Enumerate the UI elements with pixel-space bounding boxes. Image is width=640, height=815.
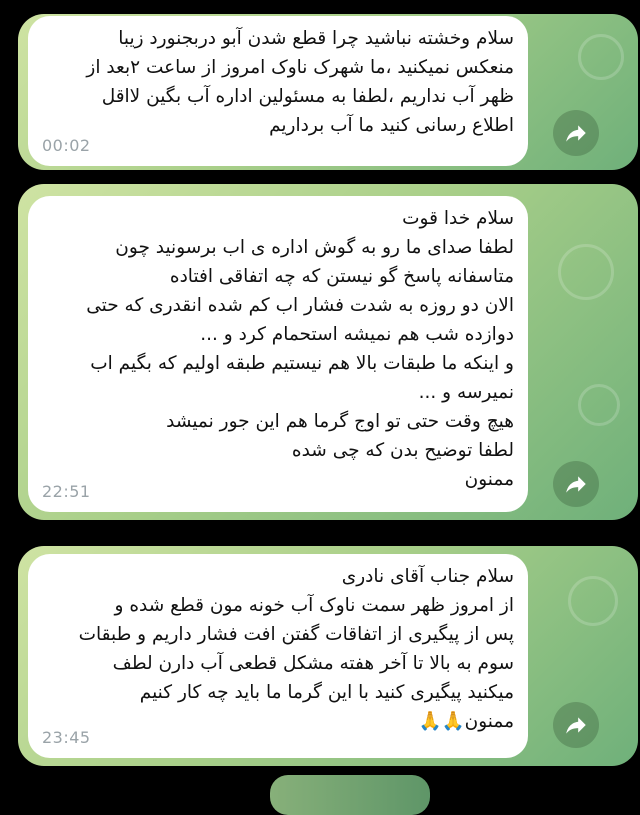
message-bubble[interactable] <box>28 554 528 758</box>
message-text-line: اطلاع رسانی کنید ما آب برداریم <box>269 115 514 136</box>
next-message-peek <box>270 775 430 815</box>
message-text-line: نمیرسه و ... <box>418 382 514 403</box>
message-text-line: سوم به بالا تا آخر هفته مشکل قطعی آب دارن لطف <box>112 653 514 674</box>
message-text-line: لطفا صدای ما رو به گوش اداره ی اب برسونید چون <box>115 237 514 258</box>
message-text-line: پس از پیگیری از اتفاقات گفتن افت فشار داریم و طبقات <box>78 624 514 645</box>
share-forward-icon <box>563 712 589 738</box>
background-doodle <box>578 384 620 426</box>
background-doodle <box>558 244 614 300</box>
background-doodle <box>578 34 624 80</box>
message-timestamp: 22:51 <box>42 482 91 501</box>
message-text-line: از امروز ظهر سمت ناوک آب خونه مون قطع شده و <box>114 595 514 616</box>
background-doodle <box>568 576 618 626</box>
message-text-line: الان دو روزه به شدت فشار اب کم شده انقدری که حتی <box>86 295 514 316</box>
message-text-line: ظهر آب نداریم ،لطفا به مسئولین اداره آب بگین لااقل <box>101 86 514 107</box>
message-timestamp: 00:02 <box>42 136 91 155</box>
message-text-line: متاسفانه پاسخ گو نیستن که چه اتفاقی افتاده <box>169 266 514 287</box>
message-text-line: ممنون <box>464 469 514 490</box>
message-text-line: ممنون🙏🙏 <box>418 711 514 732</box>
message-text-line: سلام خدا قوت <box>402 208 514 229</box>
share-forward-icon <box>563 471 589 497</box>
message-text-line: منعکس نمیکنید ،ما شهرک ناوک امروز از ساعت ۲بعد از <box>86 57 514 78</box>
message-text-line: سلام وخشته نباشید چرا قطع شدن آبو دربجنورد زیبا <box>118 28 514 49</box>
message-bubble[interactable] <box>28 196 528 512</box>
share-button[interactable] <box>553 110 599 156</box>
message-text-line: و اینکه ما طبقات بالا هم نیستیم طبقه اولیم که بگیم اب <box>90 353 514 374</box>
message-text-line: دوازده شب هم نمیشه استحمام کرد و ... <box>200 324 514 345</box>
share-button[interactable] <box>553 702 599 748</box>
message-bubble[interactable] <box>28 16 528 166</box>
message-text-line: لطفا توضیح بدن که چی شده <box>291 440 514 461</box>
message-text-line: هیچ وقت حتی تو اوج گرما هم این جور نمیشد <box>166 411 514 432</box>
share-button[interactable] <box>553 461 599 507</box>
message-text-line: سلام جناب آقای نادری <box>341 566 514 587</box>
message-text-line: میکنید پیگیری کنید با این گرما ما باید چه کار کنیم <box>139 682 514 703</box>
message-timestamp: 23:45 <box>42 728 91 747</box>
share-forward-icon <box>563 120 589 146</box>
